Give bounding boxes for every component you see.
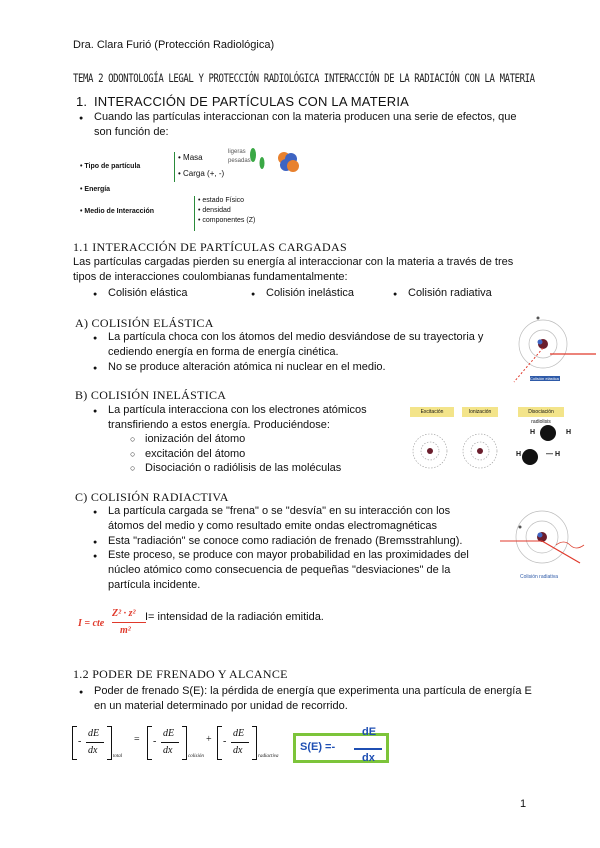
eq-sub-rad: radiactiva (258, 754, 279, 759)
inelastic-atoms (408, 419, 598, 479)
section-c-bullet-1: ● La partícula cargada se "frena" o se "desvía" en su interacción con los átomos del medio y como resultado emite ondas electromagnéticas (108, 504, 478, 534)
bracket-left-1 (72, 726, 77, 760)
page-header: Dra. Clara Furió (Protección Radiológica) (73, 39, 275, 51)
diagram-brace-2 (194, 196, 195, 231)
stopping-power-box (293, 726, 389, 764)
molecule-h-4: — H (546, 451, 560, 458)
bracket-left-3 (217, 726, 222, 760)
radiative-figure-caption: Colisión radiativa (520, 574, 559, 580)
diagram-ligeras: ligeras (228, 149, 246, 155)
section-b-sub-1: ○ ionización del átomo (145, 432, 245, 447)
section-a-bullet-2: ● No se produce alteración atómica ni nuclear en el medio. (108, 360, 493, 375)
eq-bar-3 (231, 742, 249, 743)
particle-icons (246, 146, 306, 180)
formula-denominator: m² (120, 625, 131, 636)
diagram-pesadas: pesadas (228, 158, 251, 164)
eq-sub-total: total (113, 754, 123, 759)
diagram-brace (174, 152, 175, 182)
diagram-componentes: • componentes (Z) (198, 217, 256, 224)
section-1-2-title: 1.2 PODER DE FRENADO Y ALCANCE (73, 667, 288, 681)
type-inelastic: ● Colisión inelástica (266, 286, 354, 301)
section-1-title: INTERACCIÓN DE PARTÍCULAS CON LA MATERIA (94, 94, 409, 109)
section-c-title: C) COLISIÓN RADIACTIVA (75, 490, 229, 504)
eq-num-2: dE (163, 728, 175, 739)
formula-lhs: I = cte (78, 618, 105, 629)
section-1-1-intro: Las partículas cargadas pierden su energía al interaccionar con la materia a través de tres tipos de interacciones coulombianas fundamentalmente: (73, 256, 514, 283)
stopping-power-equation (72, 724, 287, 764)
intensity-description: I= intensidad de la radiación emitida. (145, 611, 324, 623)
diagram-estado: • estado Físico (198, 197, 245, 204)
box-den: dx (362, 752, 375, 764)
section-b-sub-3: ○ Disociación o radiólisis de las moléculas (145, 461, 341, 476)
inelastic-collision-figure (408, 405, 598, 480)
nucleus-icon (278, 152, 299, 172)
bracket-right-2 (182, 726, 187, 760)
section-c-bullet-3: ● Este proceso, se produce con mayor probabilidad en las proximidades del núcleo atómico como consecuencia de pequeñas "desviaciones" de la partícula incidente. (108, 548, 493, 593)
section-1-number: 1. (76, 94, 88, 109)
radiative-collision-figure (500, 505, 596, 585)
topic-title: TEMA 2 ODONTOLOGÍA LEGAL Y PROTECCIÓN RADIOLÓGICA INTERACCIÓN DE LA RADIACIÓN CON LA MATERIA (73, 73, 535, 86)
label-disociacion: Disociación radiolisis (518, 407, 564, 417)
type-radiative: ● Colisión radiativa (408, 286, 492, 301)
section-1-2-bullet: ● Poder de frenado S(E): la pérdida de energía que experimenta una partícula de energía E en un material determinado por unidad de recorrido. (94, 684, 534, 714)
diagram-masa: • Masa (178, 153, 203, 162)
bracket-right-1 (107, 726, 112, 760)
box-bar (354, 748, 382, 750)
bracket-left-2 (147, 726, 152, 760)
eq-minus-1: - (78, 736, 82, 747)
eq-bar-1 (86, 742, 104, 743)
eq-den-1: dx (88, 745, 98, 756)
section-a-bullet-1: ● La partícula choca con los átomos del medio desviándose de su trayectoria y cediendo energía en forma de energía cinética. (108, 330, 493, 360)
molecule-h-1: H (530, 429, 536, 436)
diagram-medio: • Medio de Interacción (80, 208, 155, 215)
type-elastic: ● Colisión elástica (108, 286, 187, 301)
section-b-title: B) COLISIÓN INELÁSTICA (75, 388, 227, 402)
molecule-h-3: H (516, 451, 522, 458)
page-number: 1 (520, 798, 527, 810)
eq-num-1: dE (88, 728, 100, 739)
diagram-densidad: • densidad (198, 207, 231, 214)
diagram-tipo: • Tipo de partícula (80, 163, 141, 170)
section-b-bullet: ● La partícula interacciona con los electrones atómicos transfiriendo a estos energía. Produciéndose: (108, 403, 398, 433)
eq-equals: = (134, 734, 140, 745)
section-c-bullet-2: ● Esta "radiación" se conoce como radiación de frenado (Bremsstrahlung). (108, 534, 498, 549)
eq-den-2: dx (163, 745, 173, 756)
green-particle-icon (250, 148, 256, 162)
eq-bar-2 (161, 742, 179, 743)
eq-plus: + (206, 734, 212, 745)
bracket-right-3 (252, 726, 257, 760)
particle-effects-diagram (78, 146, 318, 236)
diagram-carga: • Carga (+, -) (178, 169, 225, 178)
eq-sub-col: colisión (188, 754, 204, 759)
elastic-figure-caption: Colisión elástica (530, 376, 559, 381)
section-1-1-title: 1.1 INTERACCIÓN DE PARTÍCULAS CARGADAS (73, 240, 347, 254)
eq-minus-3: - (223, 736, 227, 747)
box-lhs: S(E) =- (300, 741, 336, 753)
eq-den-3: dx (233, 745, 243, 756)
section-a-title: A) COLISIÓN ELÁSTICA (75, 316, 214, 330)
box-num: dE (362, 726, 377, 738)
green-particle-icon-2 (260, 157, 265, 169)
eq-num-3: dE (233, 728, 245, 739)
formula-numerator: Z² · z² (112, 608, 136, 619)
label-excitacion: Excitación (410, 407, 454, 417)
eq-minus-2: - (153, 736, 157, 747)
section-b-sub-2: ○ excitación del átomo (145, 447, 245, 462)
label-ionizacion: Ionización (462, 407, 498, 417)
diagram-energia: • Energía (80, 186, 111, 193)
formula-bar (112, 622, 146, 623)
molecule-h-2: H (566, 429, 572, 436)
section-1-bullet: ● Cuando las partículas interaccionan con la materia producen una serie de efectos, que son función de: (94, 110, 534, 140)
